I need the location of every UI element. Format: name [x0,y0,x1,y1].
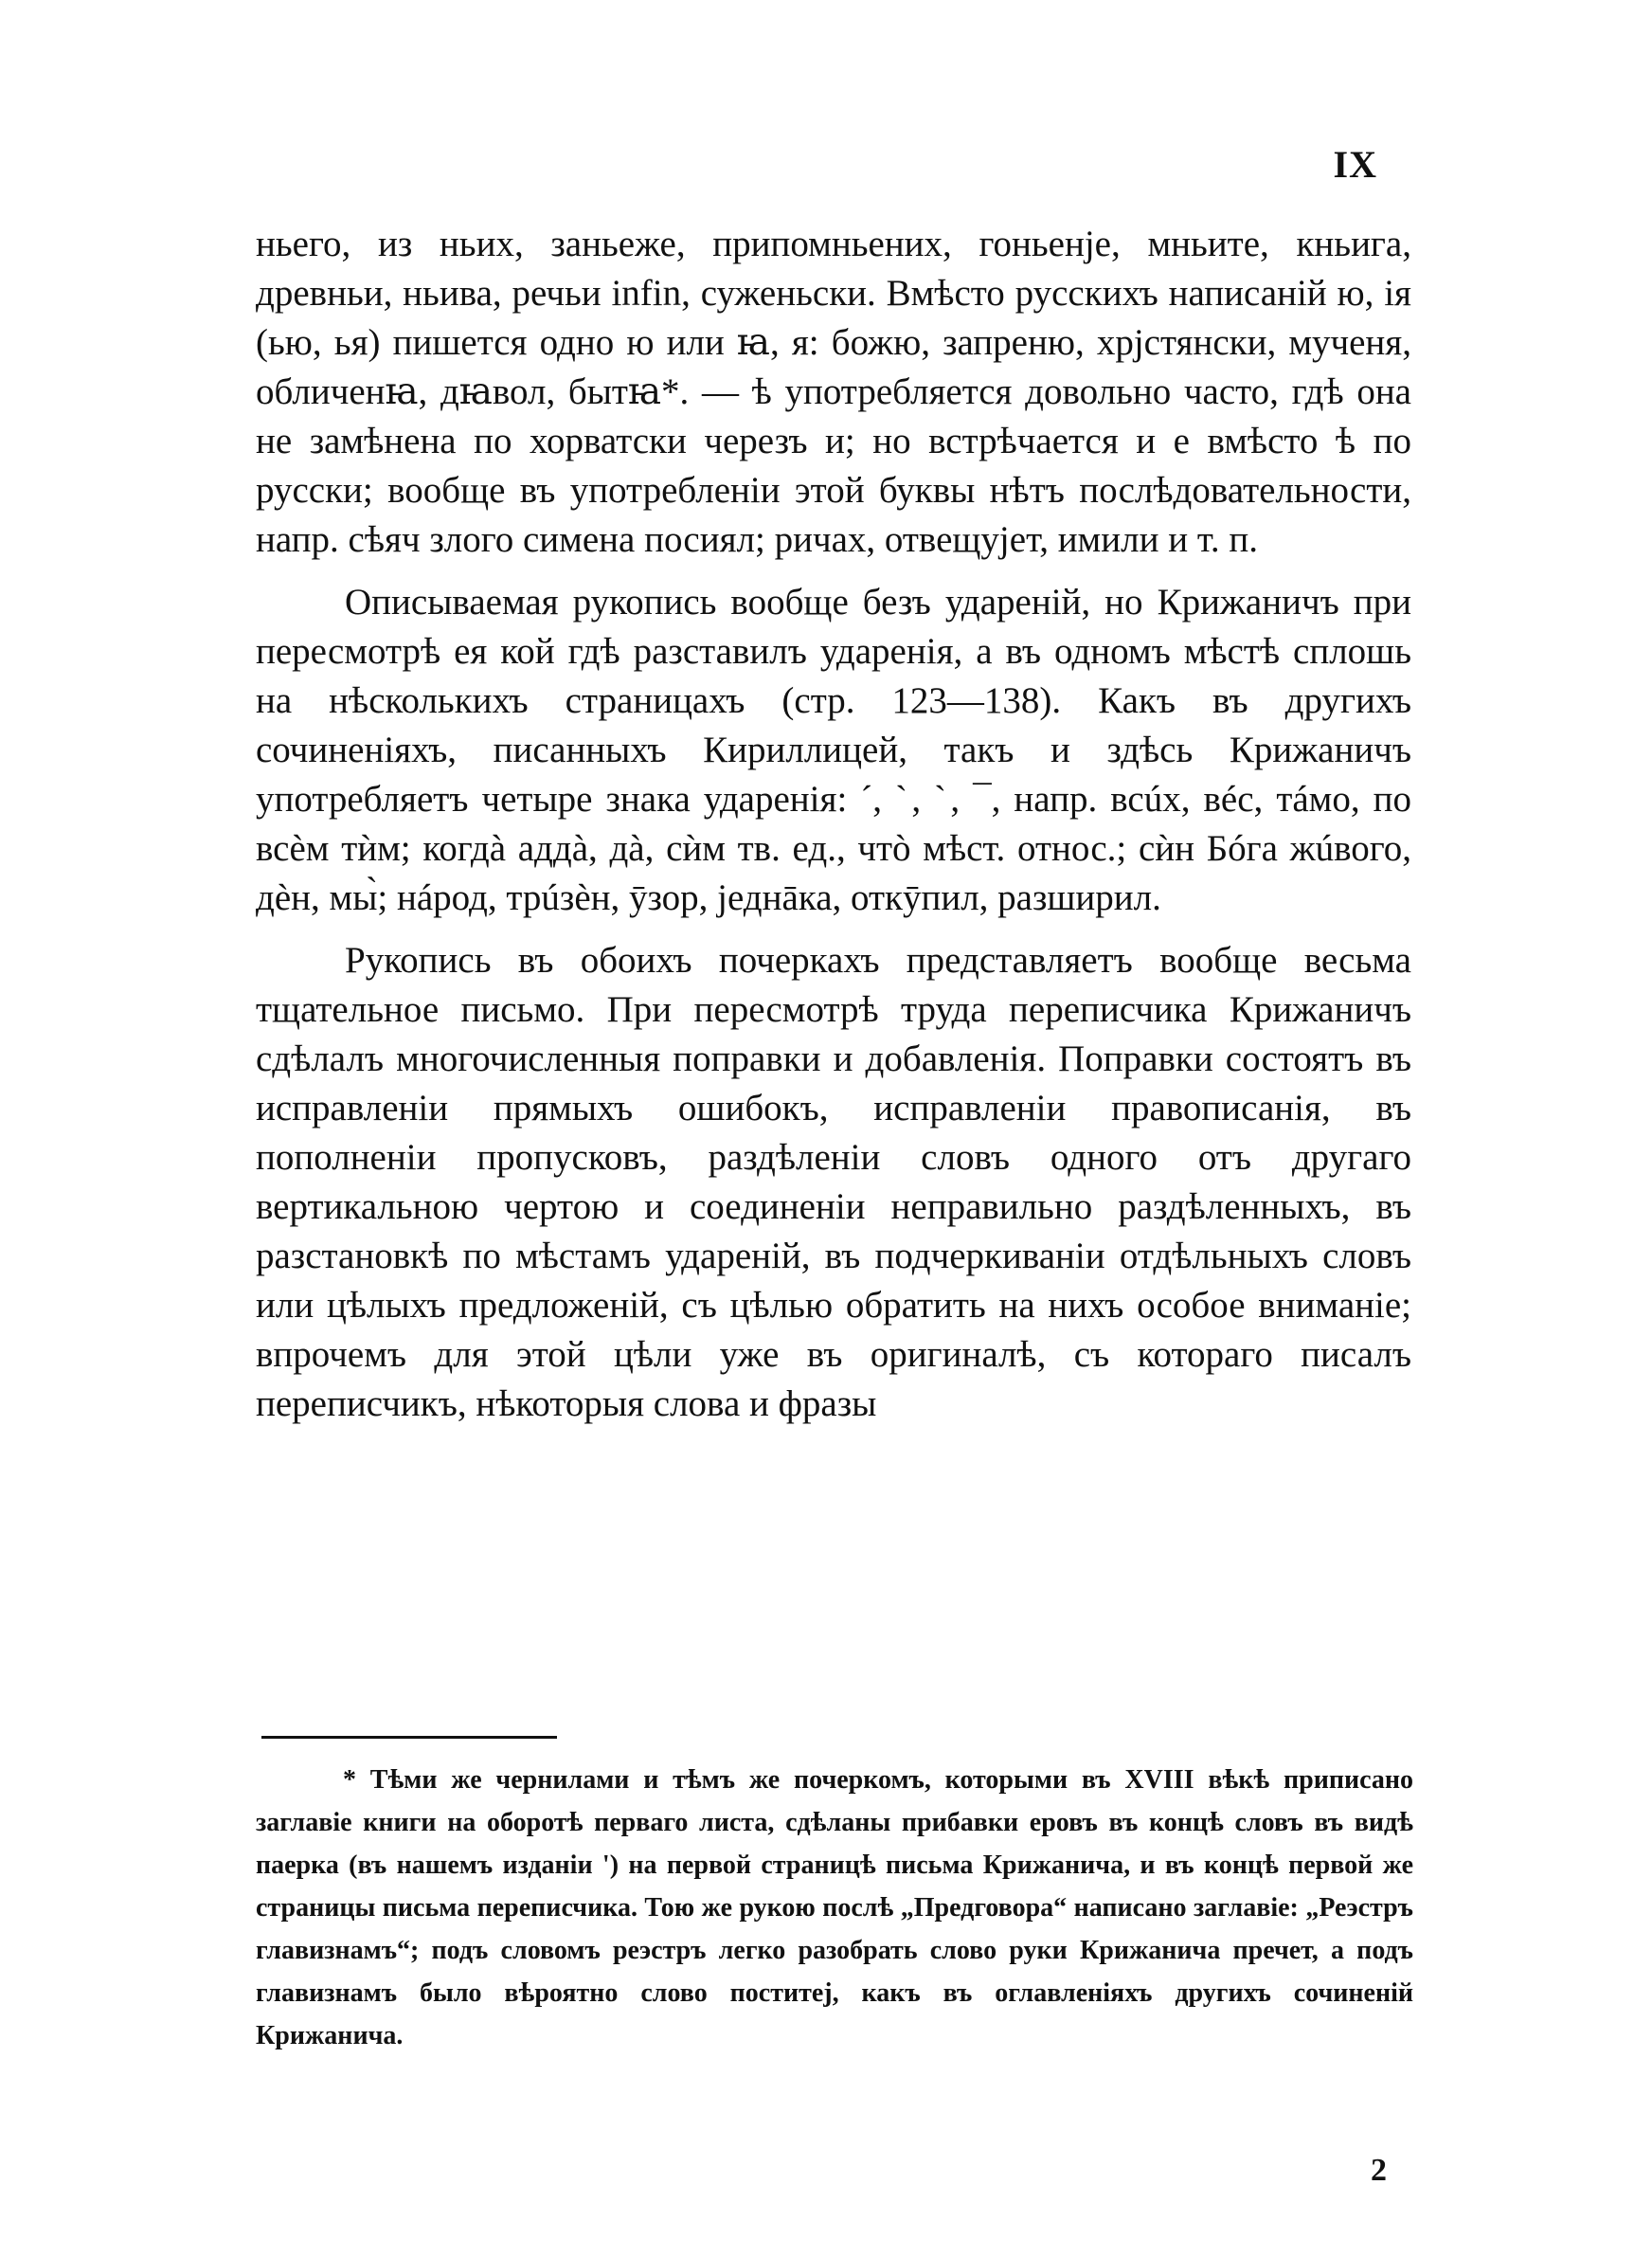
paragraph-2: Описываемая рукопись вообще безъ удареній, но Крижаничъ при пересмотрѣ ея кой гдѣ разставилъ ударенія, а въ одномъ мѣстѣ сплошь на нѣсколькихъ страницахъ (стр. 123—138). Какъ въ другихъ сочиненіяхъ, писанныхъ Кириллицей, такъ и здѣсь Крижаничъ употребляетъ четыре знака ударенія: ´, ˋ, ˋ, ¯, напр. всúх, вéс, тáмо, по всѐм тѝм; когдà аддà, дà, сѝм тв. ед., чтò мѣст. относ.; сѝн Бóга жúвого, дѐн, мы̀; нáрод, трúзѐн, ӯзор, једнāка, откӯпил, разширил. [256,582,1411,918]
main-text [256,220,1411,1429]
paragraph-3: Рукопись въ обоихъ почеркахъ представляетъ вообще весьма тщательное письмо. При пересмотрѣ труда переписчика Крижаничъ сдѣлалъ многочисленныя поправки и добавленія. Поправки состоятъ въ исправленіи прямыхъ ошибокъ, исправленіи правописанія, въ пополненіи пропусковъ, раздѣленіи словъ одного отъ другаго вертикальною чертою и соединеніи неправильно раздѣленныхъ, въ разстановкѣ по мѣстамъ удареній, въ подчеркиваніи отдѣльныхъ словъ или цѣлыхъ предложеній, съ цѣлью обратить на нихъ особое вниманіе; впрочемъ для этой цѣли уже въ оригиналѣ, съ котораго писалъ переписчикъ, нѣкоторыя слова и фразы [256,940,1411,1424]
signature-mark: 2 [1371,2153,1387,2188]
page-number: IX [1333,143,1377,186]
footnote: * Тѣми же чернилами и тѣмъ же почеркомъ, которыми въ XVIII вѣкѣ приписано заглавіе книги на оборотѣ перваго листа, сдѣланы прибавки еровъ въ концѣ словъ въ видѣ паерка (въ нашемъ изданіи ') на первой страницѣ письма Крижанича, и въ концѣ первой же страницы письма переписчика. Тою же рукою послѣ „Предговора“ написано заглавіе: „Реэстръ главизнамъ“; подъ словомъ реэстръ легко разобрать слово руки Крижанича пречет, а подъ главизнамъ было вѣроятно слово поститеј, какъ въ оглавленіяхъ другихъ сочиненій Крижанича. [256,1765,1413,2050]
footnote-divider [261,1736,557,1739]
paragraph-1: ньего, из ньих, заньеже, припомньених, гоньенје, мньите, кньига, древньи, ньива, речьи infin, суженьски. Вмѣсто русскихъ написаній ю, ія (ью, ья) пишется одно ю или ꙗ, я: божю, запреню, хрјстянски, мученя, обличенꙗ, дꙗвол, бытꙗ*. — ѣ употребляется довольно часто, гдѣ она не замѣнена по хорватски черезъ и; но встрѣчается и е вмѣсто ѣ по русски; вообще въ употребленіи этой буквы нѣтъ послѣдовательности, напр. сѣяч злого симена посиял; ричах, отвещујет, имили и т. п. [256,224,1411,560]
